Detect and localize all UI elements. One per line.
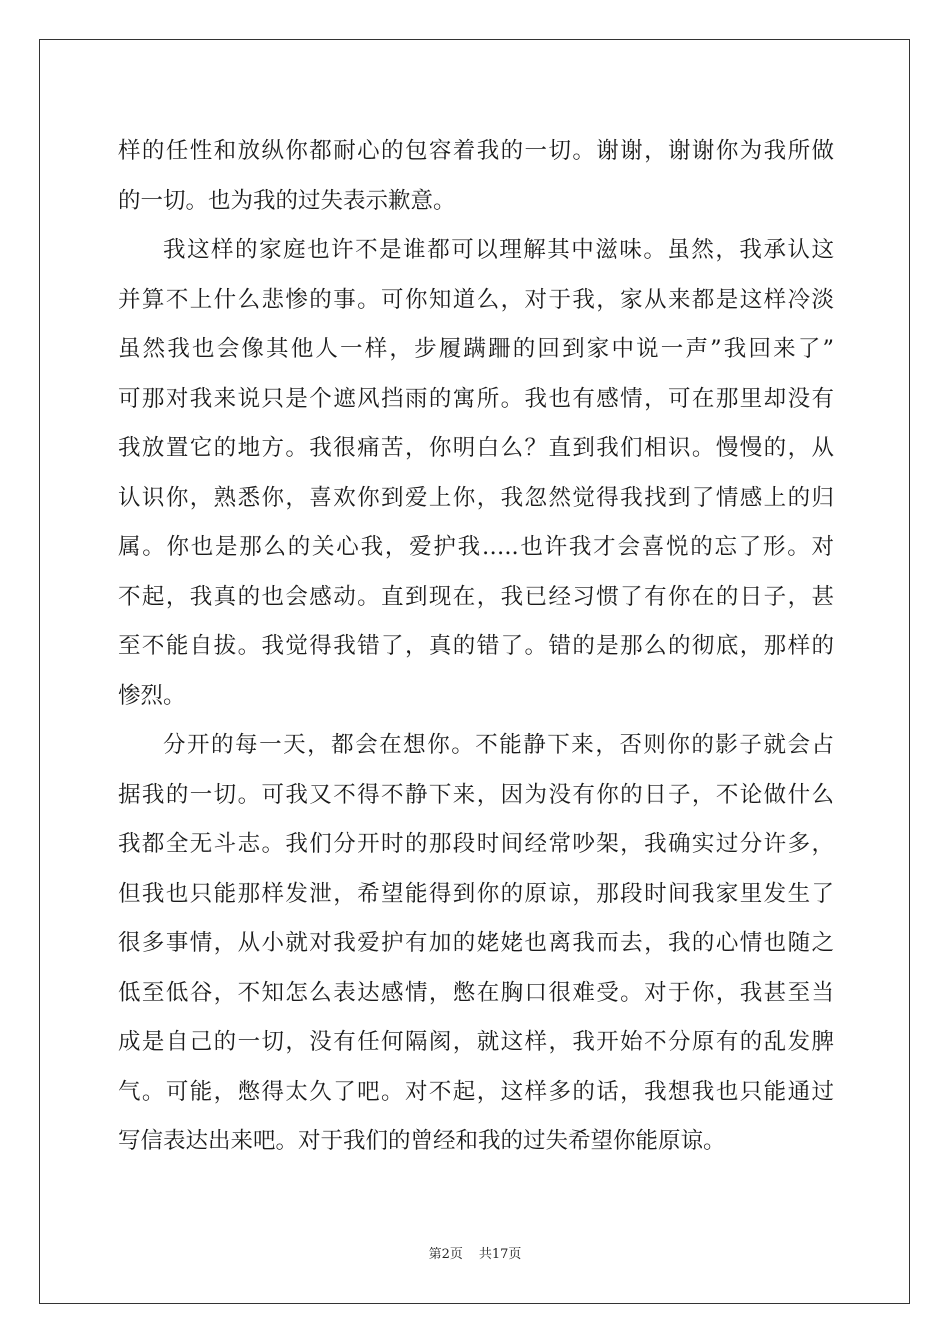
text-line: 我都全无斗志。我们分开时的那段时间经常吵架，我确实过分许多，	[118, 831, 834, 857]
text-line: 至不能自拔。我觉得我错了，真的错了。错的是那么的彻底，那样的	[118, 633, 834, 659]
text-line: 的一切。也为我的过失表示歉意。	[118, 187, 456, 214]
text-line: 据我的一切。可我又不得不静下来，因为没有你的日子，不论做什么	[118, 781, 834, 808]
text-line: 认识你，熟悉你，喜欢你到爱上你，我忽然觉得我找到了情感上的归	[118, 484, 834, 511]
text-line: 并算不上什么悲惨的事。可你知道么，对于我，家从来都是这样冷淡	[118, 286, 834, 313]
text-line: 我这样的家庭也许不是谁都可以理解其中滋味。虽然，我承认这	[163, 237, 834, 263]
text-line: 很多事情，从小就对我爱护有加的姥姥也离我而去，我的心情也随之	[118, 930, 834, 956]
text-line: 但我也只能那样发泄，希望能得到你的原谅，那段时间我家里发生了	[118, 880, 834, 907]
text-line: 我放置它的地方。我很痛苦，你明白么？直到我们相识。慢慢的，从	[118, 435, 834, 461]
text-line: 低至低谷，不知怎么表达感情，憋在胸口很难受。对于你，我甚至当	[118, 979, 834, 1006]
text-line: 样的任性和放纵你都耐心的包容着我的一切。谢谢，谢谢你为我所做	[118, 138, 834, 164]
page-number: 第2页	[428, 1247, 463, 1262]
text-line: 虽然我也会像其他人一样，步履蹒跚的回到家中说一声”我回来了”	[118, 336, 834, 362]
page-total: 共17页	[478, 1247, 522, 1262]
text-line: 成是自己的一切，没有任何隔阂，就这样，我开始不分原有的乱发脾	[118, 1029, 834, 1055]
page-footer	[0, 1243, 950, 1262]
text-line: 属。你也是那么的关心我，爱护我…..也许我才会喜悦的忘了形。对	[118, 534, 834, 560]
document-body	[118, 127, 834, 1167]
text-line: 可那对我来说只是个遮风挡雨的寓所。我也有感情，可在那里却没有	[118, 385, 834, 412]
text-line: 写信表达出来吧。对于我们的曾经和我的过失希望你能原谅。	[118, 1128, 726, 1154]
text-line: 分开的每一天，都会在想你。不能静下来，否则你的影子就会占	[163, 732, 834, 758]
text-line: 不起，我真的也会感动。直到现在，我已经习惯了有你在的日子，甚	[118, 583, 834, 610]
text-line: 惨烈。	[118, 682, 186, 709]
text-line: 气。可能，憋得太久了吧。对不起，这样多的话，我想我也只能通过	[118, 1078, 834, 1105]
